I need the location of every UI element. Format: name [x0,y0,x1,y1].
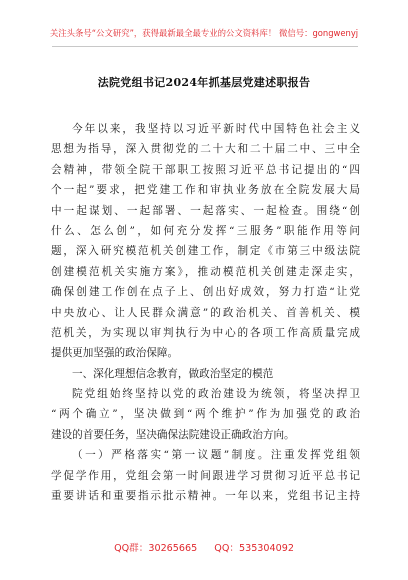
body-line: 中一起谋划、一起部署、一起落实、一起检查。围绕“创 [51,204,360,217]
body-line: 个一起”要求，把党建工作和审执业务放在全院发展大局 [51,184,360,197]
footer-qq-group [114,543,197,554]
footer-qq-group-label: QQ群： [114,543,149,554]
body-line: 题，深入研究模范机关创建工作，制定《市第三中级法院 [51,245,360,258]
footer-qq-label: QQ： [214,543,239,554]
body-line: 范机关，为实现以审判执行为中心的各项工作高质量完成 [51,326,360,339]
header-banner: 关注头条号“公文研究”，获得最新最全最专业的公文资料库！ 微信号：gongwenyj [49,28,359,38]
body-line: 什么、怎么创”，如何充分发挥“三服务”职能作用等问 [51,224,360,237]
body-line: 确保创建工作创在点子上、创出好成效，努力打造“让党 [51,286,360,299]
body-line: 思想为指导，深入贯彻党的二十大和二十届二中、三中全 [51,143,360,156]
footer-qq-value: 535304092 [238,543,294,554]
body-line: 重要讲话和重要指示批示精神。一年以来，党组书记主持 [51,490,360,503]
footer-contacts [0,540,408,554]
body-line: 提供更加坚强的政治保障。 [51,347,179,360]
body-line: 学促学作用，党组会第一时间跟进学习贯彻习近平总书记 [51,469,360,482]
document-body [51,119,360,506]
footer-qq-group-value: 30265665 [148,543,198,554]
body-line: 会精神，带领全院干部职工按照习近平总书记提出的“四 [51,163,360,176]
body-line: 今年以来，我坚持以习近平新时代中国特色社会主义 [72,123,360,135]
body-line: “两个确立”，坚决做到“两个维护”作为加强党的政治 [51,408,360,421]
header-divider [52,46,358,47]
section-heading: 一、深化理想信念教育，做政治坚定的模范 [72,367,274,380]
document-title: 法院党组书记2024年抓基层党建述职报告 [97,76,311,89]
subsection-line: （一）严格落实“第一议题”制度。注重发挥党组领 [72,449,360,462]
body-line: 中央放心、让人民群众满意”的政治机关、首善机关、模 [51,306,360,319]
body-line: 院党组始终坚持以党的政治建设为统领，将坚决捍卫 [72,388,360,401]
footer-qq [214,543,294,554]
body-line: 创建模范机关实施方案》，推动模范机关创建走深走实， [51,265,360,278]
body-line: 建设的首要任务，坚决确保法院建设正确政治方向。 [51,428,295,441]
